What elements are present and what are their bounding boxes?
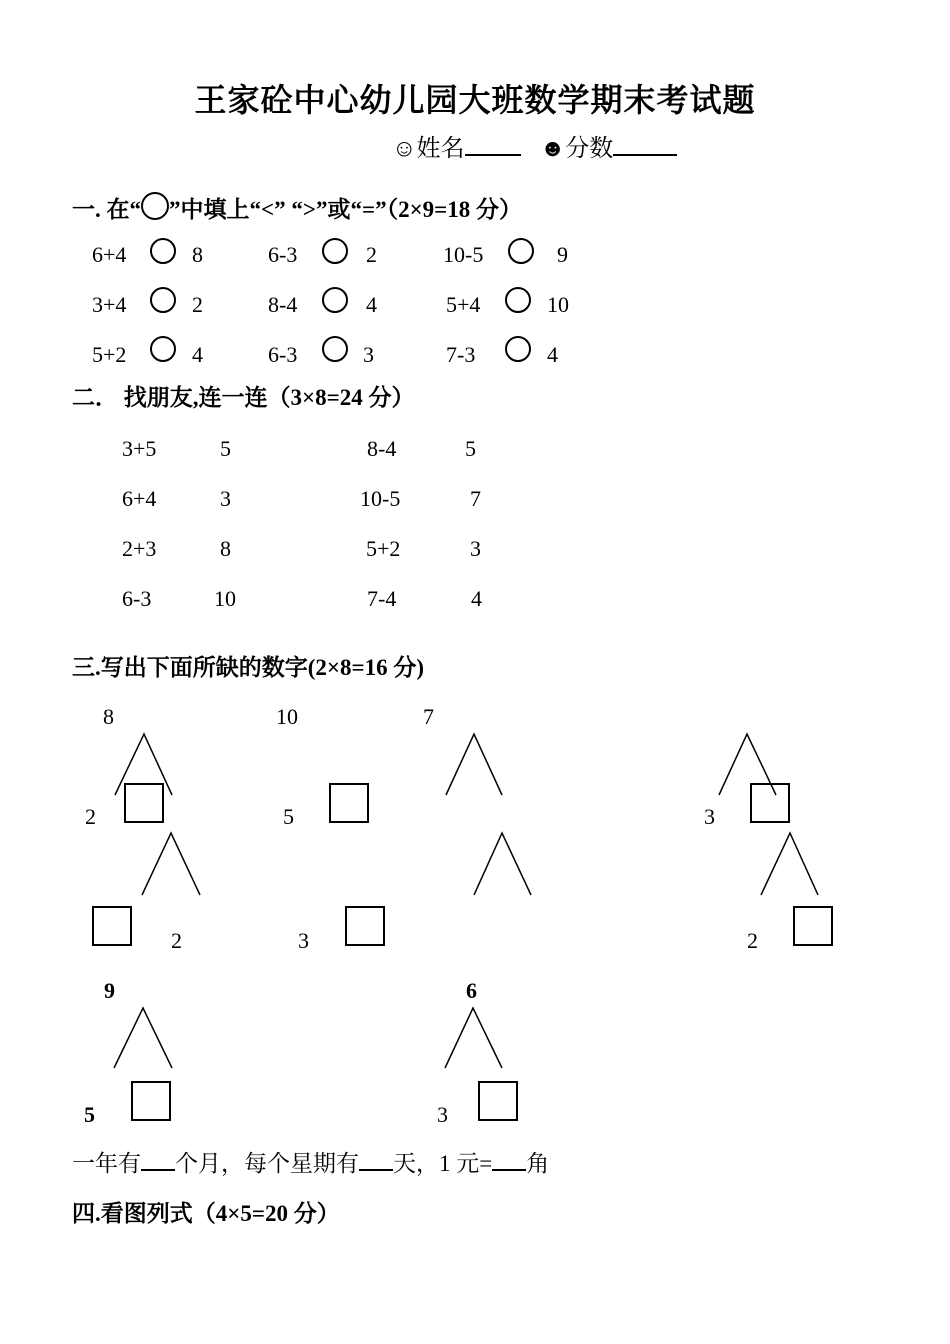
bond-branch: [114, 1008, 172, 1068]
compare-expr: 6-3: [268, 242, 298, 267]
answer-box[interactable]: [92, 906, 132, 946]
match-left-expr[interactable]: 3+5: [122, 436, 157, 461]
answer-box[interactable]: [478, 1081, 518, 1121]
compare-expr: 8-4: [268, 292, 298, 317]
section1-heading-prefix: 一. 在“: [72, 197, 141, 222]
compare-expr: 7-3: [446, 342, 476, 367]
match-left-number[interactable]: 8: [220, 536, 231, 561]
compare-expr: 5+2: [92, 342, 127, 367]
match-right-number[interactable]: 5: [465, 436, 476, 461]
section4-heading: 四.看图列式（4×5=20 分）: [72, 1201, 340, 1226]
bond-part-number: 2: [747, 928, 758, 953]
compare-expr: 6-3: [268, 342, 298, 367]
bond-part-number: 2: [85, 804, 96, 829]
match-left-number[interactable]: 10: [214, 586, 236, 611]
match-right-number[interactable]: 3: [470, 536, 481, 561]
fill-text: 个月，每个星期有: [175, 1151, 359, 1176]
section2-heading: 二． 找朋友,连一连（3×8=24 分）: [72, 385, 415, 410]
answer-box[interactable]: [750, 783, 790, 823]
name-label: ☺姓名: [392, 136, 465, 162]
bond-top-number: 7: [423, 704, 434, 729]
compare-number: 10: [547, 292, 569, 317]
days-blank[interactable]: [359, 1169, 393, 1171]
compare-number: 4: [192, 342, 203, 367]
fill-text: 天，1 元=: [393, 1151, 493, 1176]
compare-number: 8: [192, 242, 203, 267]
answer-box[interactable]: [131, 1081, 171, 1121]
bond-top-number: 6: [466, 978, 477, 1003]
section3-heading: 三.写出下面所缺的数字(2×8=16 分): [72, 655, 425, 680]
bond-branch: [446, 734, 502, 795]
compare-number: 4: [366, 292, 377, 317]
match-right-expr[interactable]: 5+2: [366, 536, 401, 561]
bond-branch: [142, 833, 200, 895]
answer-box[interactable]: [124, 783, 164, 823]
months-blank[interactable]: [141, 1169, 175, 1171]
match-right-expr[interactable]: 10-5: [360, 486, 401, 511]
fill-text: 一年有: [72, 1151, 141, 1176]
answer-box[interactable]: [793, 906, 833, 946]
match-left-expr[interactable]: 6+4: [122, 486, 157, 511]
bond-branch: [445, 1008, 502, 1068]
page-title: 王家砼中心幼儿园大班数学期末考试题: [194, 82, 756, 118]
fill-in-sentence: [72, 1152, 549, 1175]
match-left-number[interactable]: 5: [220, 436, 231, 461]
jiao-blank[interactable]: [492, 1169, 526, 1171]
bond-branch: [474, 833, 531, 895]
match-left-expr[interactable]: 2+3: [122, 536, 157, 561]
bond-top-number: 9: [104, 978, 115, 1003]
match-right-number[interactable]: 7: [470, 486, 481, 511]
compare-number: 4: [547, 342, 558, 367]
answer-box[interactable]: [329, 783, 369, 823]
compare-expr: 3+4: [92, 292, 127, 317]
compare-number: 9: [557, 242, 568, 267]
bond-part-number: 2: [171, 928, 182, 953]
match-right-expr[interactable]: 7-4: [367, 586, 397, 611]
section1-heading-suffix: ”中填上“<” “>”或“=”（2×9=18 分）: [169, 197, 523, 222]
compare-number: 2: [192, 292, 203, 317]
bond-part-number: 5: [283, 804, 294, 829]
compare-expr: 10-5: [443, 242, 484, 267]
bond-part-number: 5: [84, 1102, 95, 1127]
bond-top-number: 10: [276, 704, 298, 729]
bond-part-number: 3: [704, 804, 715, 829]
compare-number: 3: [363, 342, 374, 367]
bond-top-number: 8: [103, 704, 114, 729]
bond-part-number: 3: [298, 928, 309, 953]
bond-part-number: 3: [437, 1102, 448, 1127]
bond-branch: [761, 833, 818, 895]
fill-text: 角: [526, 1151, 550, 1176]
compare-expr: 5+4: [446, 292, 481, 317]
match-right-number[interactable]: 4: [471, 586, 482, 611]
match-left-expr[interactable]: 6-3: [122, 586, 152, 611]
compare-number: 2: [366, 242, 377, 267]
compare-expr: 6+4: [92, 242, 127, 267]
answer-box[interactable]: [345, 906, 385, 946]
match-right-expr[interactable]: 8-4: [367, 436, 397, 461]
match-left-number[interactable]: 3: [220, 486, 231, 511]
score-label: ☻分数: [540, 136, 614, 162]
